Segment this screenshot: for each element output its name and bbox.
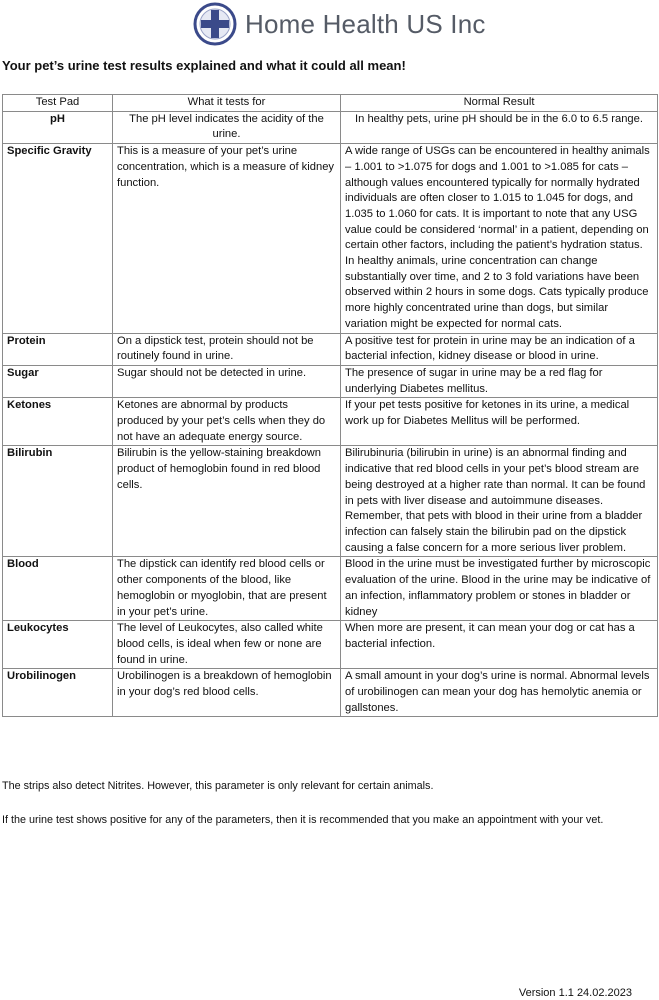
results-table <box>2 94 658 717</box>
normal-result-cell: In healthy pets, urine pH should be in the 6.0 to 6.5 range. <box>341 111 658 143</box>
table-row <box>3 446 658 557</box>
test-pad-cell: pH <box>3 111 113 143</box>
table-header-row <box>3 95 658 112</box>
test-pad-cell: Leukocytes <box>3 621 113 669</box>
column-header-normal-result: Normal Result <box>341 95 658 112</box>
column-header-test-pad: Test Pad <box>3 95 113 112</box>
table-row <box>3 111 658 143</box>
test-pad-cell: Ketones <box>3 398 113 446</box>
tests-for-cell: Ketones are abnormal by products produced by your pet’s cells when they do not have an adequate energy source. <box>113 398 341 446</box>
vet-recommendation: If the urine test shows positive for any of the parameters, then it is recommended that you make an appointment with your vet. <box>2 814 604 826</box>
test-pad-cell: Bilirubin <box>3 446 113 557</box>
brand-name: Home Health US Inc <box>245 8 486 39</box>
page-title: Your pet’s urine test results explained and what it could all mean! <box>2 58 406 73</box>
test-pad-cell: Urobilinogen <box>3 669 113 717</box>
column-header-what-it-tests-for: What it tests for <box>113 95 341 112</box>
normal-result-cell: A positive test for protein in urine may be an indication of a bacterial infection, kidney disease or blood in urine. <box>341 333 658 365</box>
normal-result-cell: Blood in the urine must be investigated further by microscopic evaluation of the urine. Blood in the urine may be indicative of an infection, inflammatory problem or stones in bladder or kidney <box>341 557 658 621</box>
test-pad-cell: Specific Gravity <box>3 144 113 333</box>
cross-in-circle-icon <box>193 2 237 46</box>
normal-result-cell: When more are present, it can mean your dog or cat has a bacterial infection. <box>341 621 658 669</box>
normal-result-cell: The presence of sugar in urine may be a red flag for underlying Diabetes mellitus. <box>341 365 658 397</box>
test-pad-cell: Blood <box>3 557 113 621</box>
nitrites-note: The strips also detect Nitrites. However, this parameter is only relevant for certain animals. <box>2 780 434 792</box>
tests-for-cell: Urobilinogen is a breakdown of hemoglobin in your dog’s red blood cells. <box>113 669 341 717</box>
tests-for-cell: This is a measure of your pet’s urine concentration, which is a measure of kidney function. <box>113 144 341 333</box>
table-row <box>3 669 658 717</box>
table-row <box>3 144 658 333</box>
tests-for-cell: On a dipstick test, protein should not be routinely found in urine. <box>113 333 341 365</box>
tests-for-cell: The pH level indicates the acidity of the urine. <box>113 111 341 143</box>
test-pad-cell: Sugar <box>3 365 113 397</box>
normal-result-cell: A small amount in your dog’s urine is normal. Abnormal levels of urobilinogen can mean your dog has hemolytic anemia or gallstones. <box>341 669 658 717</box>
header <box>193 0 486 48</box>
table-row <box>3 557 658 621</box>
version-label: Version 1.1 24.02.2023 <box>518 987 632 999</box>
table-row <box>3 365 658 397</box>
table-row <box>3 621 658 669</box>
tests-for-cell: The level of Leukocytes, also called white blood cells, is ideal when few or none are found in urine. <box>113 621 341 669</box>
normal-result-cell: Bilirubinuria (bilirubin in urine) is an abnormal finding and indicative that red blood cells in your pet’s blood stream are being destroyed at a higher rate than normal. It can be found in pets with liver disease and autoimmune diseases. Remember, that pets with blood in their urine from a bladder infection can falsely stain the bilirubin pad on the dipstick causing a false concern for a more serious liver problem. <box>341 446 658 557</box>
table-row <box>3 333 658 365</box>
tests-for-cell: Sugar should not be detected in urine. <box>113 365 341 397</box>
normal-result-cell: If your pet tests positive for ketones in its urine, a medical work up for Diabetes Mellitus will be performed. <box>341 398 658 446</box>
test-pad-cell: Protein <box>3 333 113 365</box>
table-row <box>3 398 658 446</box>
tests-for-cell: Bilirubin is the yellow-staining breakdown product of hemoglobin found in red blood cells. <box>113 446 341 557</box>
tests-for-cell: The dipstick can identify red blood cells or other components of the blood, like hemoglobin or myoglobin, that are present in your pet’s urine. <box>113 557 341 621</box>
normal-result-cell: A wide range of USGs can be encountered in healthy animals – 1.001 to >1.075 for dogs and 1.001 to >1.085 for cats – although values encountered typically for normally hydrated individuals are often closer to 1.015 to 1.045 for dogs, and 1.035 to 1.060 for cats. It is important to note that any USG value could be considered ‘normal’ in a patient, depending on certain other factors, including the patient’s hydration status. In healthy animals, urine concentration can change substantially over time, and 2 to 3 fold variations have been observed within 2 hours in some dogs. Cats typically produce more highly concentrated urine than dogs, but similar variation might be expected for normal cats. <box>341 144 658 333</box>
